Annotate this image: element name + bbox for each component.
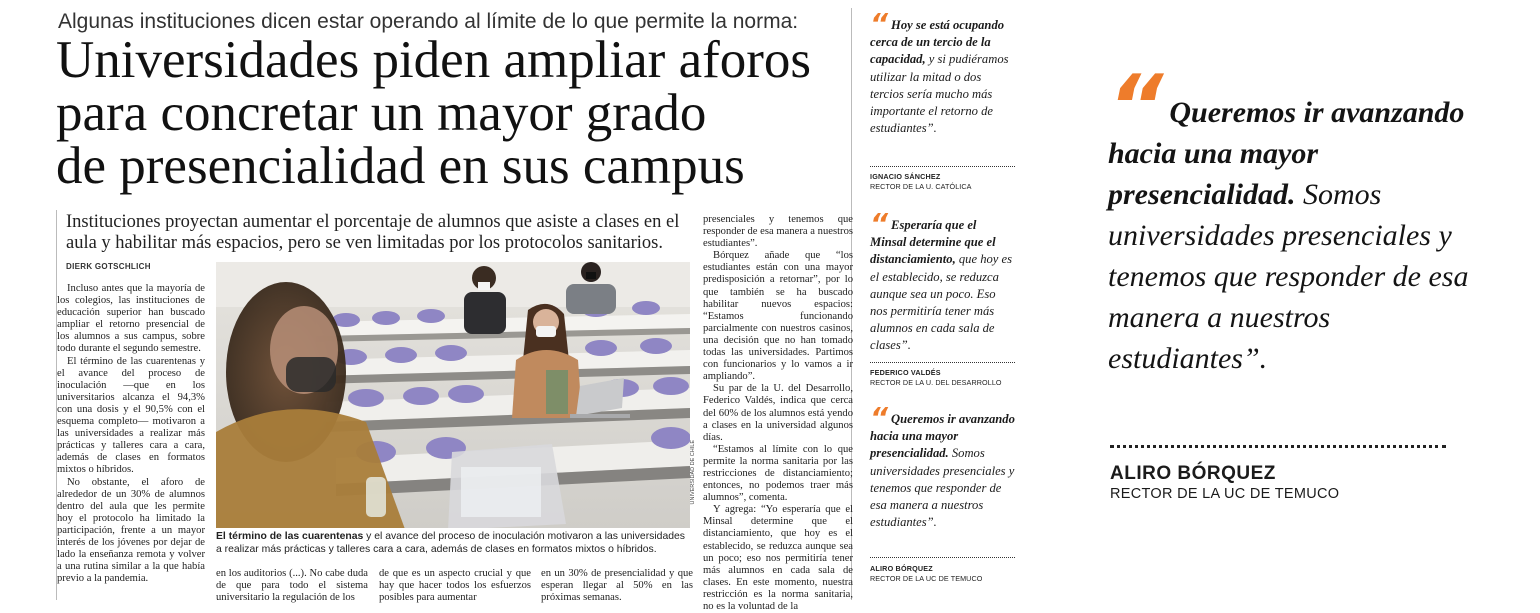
paragraph: Bórquez añade que “los estudiantes están con una mayor predisposición a retornar”, por lo que también se ha buscado habilitar nuevos espacios: “Estamos funcionando parcialmente con nuestros casinos, una decisión que no han tomado todas las universidades. Partimos con funcionarios y lo vamos a ir ampliando”. xyxy=(703,250,853,383)
quote-text: Somos universidades presenciales y tenemos que responder de esa manera a nuestros estudiantes”. xyxy=(870,446,1015,530)
quote-text: y si pudiéramos utilizar la mitad o dos tercios sería mucho más importante el retorno de estudiantes”. xyxy=(870,52,1009,136)
body-column-1 xyxy=(57,283,205,585)
pull-quote-2 xyxy=(870,207,1015,355)
quote-divider xyxy=(870,362,1015,363)
headline-line-2: para concretar un mayor grado xyxy=(56,84,707,142)
deck: Instituciones proyectan aumentar el porcentaje de alumnos que asiste a clases en el aula y habilitar más espacios, pero se ven limitadas por los protocolos sanitarios. xyxy=(66,212,680,253)
paragraph: No obstante, el aforo de alrededor de un 30% de alumnos dentro del aula que les permite hoy el protocolo ha limitado la participación, frente a un mayor interés de los jóvenes por dejar de lado la enseñanza remota y volver a una rutina similar a la que había previo a la pandemia. xyxy=(57,476,205,585)
quote-lead: Esperaría que el Minsal determine que el distanciamiento, xyxy=(870,218,996,267)
zoom-quote-lead: Queremos ir avanzando hacia una mayor presencialidad. xyxy=(1108,96,1465,211)
paragraph: de que es un aspecto crucial y que hay que hacer todos los esfuerzos posibles para aumentar xyxy=(379,568,531,604)
paragraph: “Estamos al límite con lo que permite la norma sanitaria por las restricciones de distanciamiento; entonces, no podemos traer más alumnos”, comenta. xyxy=(703,443,853,504)
quote-mark-icon: “ xyxy=(870,7,889,40)
quote-text: que hoy es el establecido, se reduzca aunque sea un poco. Eso nos permitiría tener más alumnos en cada sala de clases”. xyxy=(870,252,1013,353)
caption-lead: El término de las cuarentenas xyxy=(216,531,364,542)
zoom-quote-divider xyxy=(1110,445,1446,448)
paragraph: en un 30% de presencialidad y que esperan llegar al 50% en las próximas semanas. xyxy=(541,568,693,604)
paragraph: en los auditorios (...). No cabe duda de que para todo el sistema universitario la regulación de los xyxy=(216,568,368,604)
quote-lead: Queremos ir avanzando hacia una mayor presencialidad. xyxy=(870,412,1015,461)
kicker: Algunas instituciones dicen estar operando al límite de lo que permite la norma: xyxy=(58,10,799,33)
zoom-quote-text: Somos universidades presenciales y tenemos que responder de esa manera a nuestros estudiantes”. xyxy=(1108,178,1469,375)
quote-mark-icon: “ xyxy=(870,207,889,240)
quote-lead: Hoy se está ocupando cerca de un tercio de la capacidad, xyxy=(870,18,1005,67)
classroom-photo xyxy=(216,262,690,528)
paragraph: presenciales y tenemos que responder de esa manera a nuestros estudiantes”. xyxy=(703,214,853,250)
body-column-2 xyxy=(216,568,368,604)
quote-author-role: RECTOR DE LA UC DE TEMUCO xyxy=(870,574,983,583)
quote-author-role: RECTOR DE LA U. CATÓLICA xyxy=(870,182,972,191)
classroom-illustration xyxy=(216,262,690,528)
quote-mark-icon: “ xyxy=(870,401,889,434)
paragraph: Su par de la U. del Desarrollo, Federico Valdés, indica que cerca del 60% de los alumnos está yendo a clases en la universidad algunos días. xyxy=(703,383,853,443)
byline: DIERK GOTSCHLICH xyxy=(66,262,151,271)
zoom-quote-author-name: ALIRO BÓRQUEZ xyxy=(1110,463,1276,484)
paragraph: El término de las cuarentenas y el avance del proceso de inoculación —que en los universitarios alcanza el 94,3% con una dosis y el 90,5% con el esquema completo— motivaron a las universidades a realizar más prácticas y talleres cara a cara, además de clases en formatos mixtos o híbridos. xyxy=(57,355,205,476)
caption-text: y el avance del proceso de inoculación motivaron a las universidades a realizar más prácticas y talleres cara a cara, además de clases en formatos mixtos o híbridos. xyxy=(216,531,685,555)
paragraph: Incluso antes que la mayoría de los colegios, las instituciones de educación superior han buscado ampliar el retorno presencial de los alumnos a sus campus, sobre todo durante el segundo semestre. xyxy=(57,283,205,355)
quote-author-name: ALIRO BÓRQUEZ xyxy=(870,564,933,573)
headline-line-1: Universidades piden ampliar aforos xyxy=(56,31,812,89)
photo-caption xyxy=(216,530,692,556)
pull-quote-3 xyxy=(870,401,1015,531)
body-column-3 xyxy=(379,568,531,604)
zoom-quote-author-role: RECTOR DE LA UC DE TEMUCO xyxy=(1110,486,1340,502)
pull-quote-1 xyxy=(870,7,1015,137)
headline-line-3: de presencialidad en sus campus xyxy=(56,137,745,195)
quote-author-role: RECTOR DE LA U. DEL DESARROLLO xyxy=(870,378,1002,387)
quote-author-name: FEDERICO VALDÉS xyxy=(870,368,941,377)
paragraph: Y agrega: “Yo esperaría que el Minsal determine que el distanciamiento, que hoy es el establecido, se reduzca aunque sea un poco; eso nos permitiría tener más alumnos en cada sala de clases. En este momento, nuestra restricción es la norma sanitaria, no es la voluntad de la xyxy=(703,504,853,612)
body-column-3b xyxy=(541,568,693,604)
body-column-4 xyxy=(703,214,853,613)
photo-credit: UNIVERSIDAD DE CHILE xyxy=(690,440,696,505)
quote-mark-icon: “ xyxy=(1108,57,1164,157)
quote-divider xyxy=(870,557,1015,558)
quote-divider xyxy=(870,166,1015,167)
headline xyxy=(56,31,846,195)
quote-author-name: IGNACIO SÁNCHEZ xyxy=(870,172,941,181)
zoomed-pull-quote xyxy=(1108,57,1488,379)
